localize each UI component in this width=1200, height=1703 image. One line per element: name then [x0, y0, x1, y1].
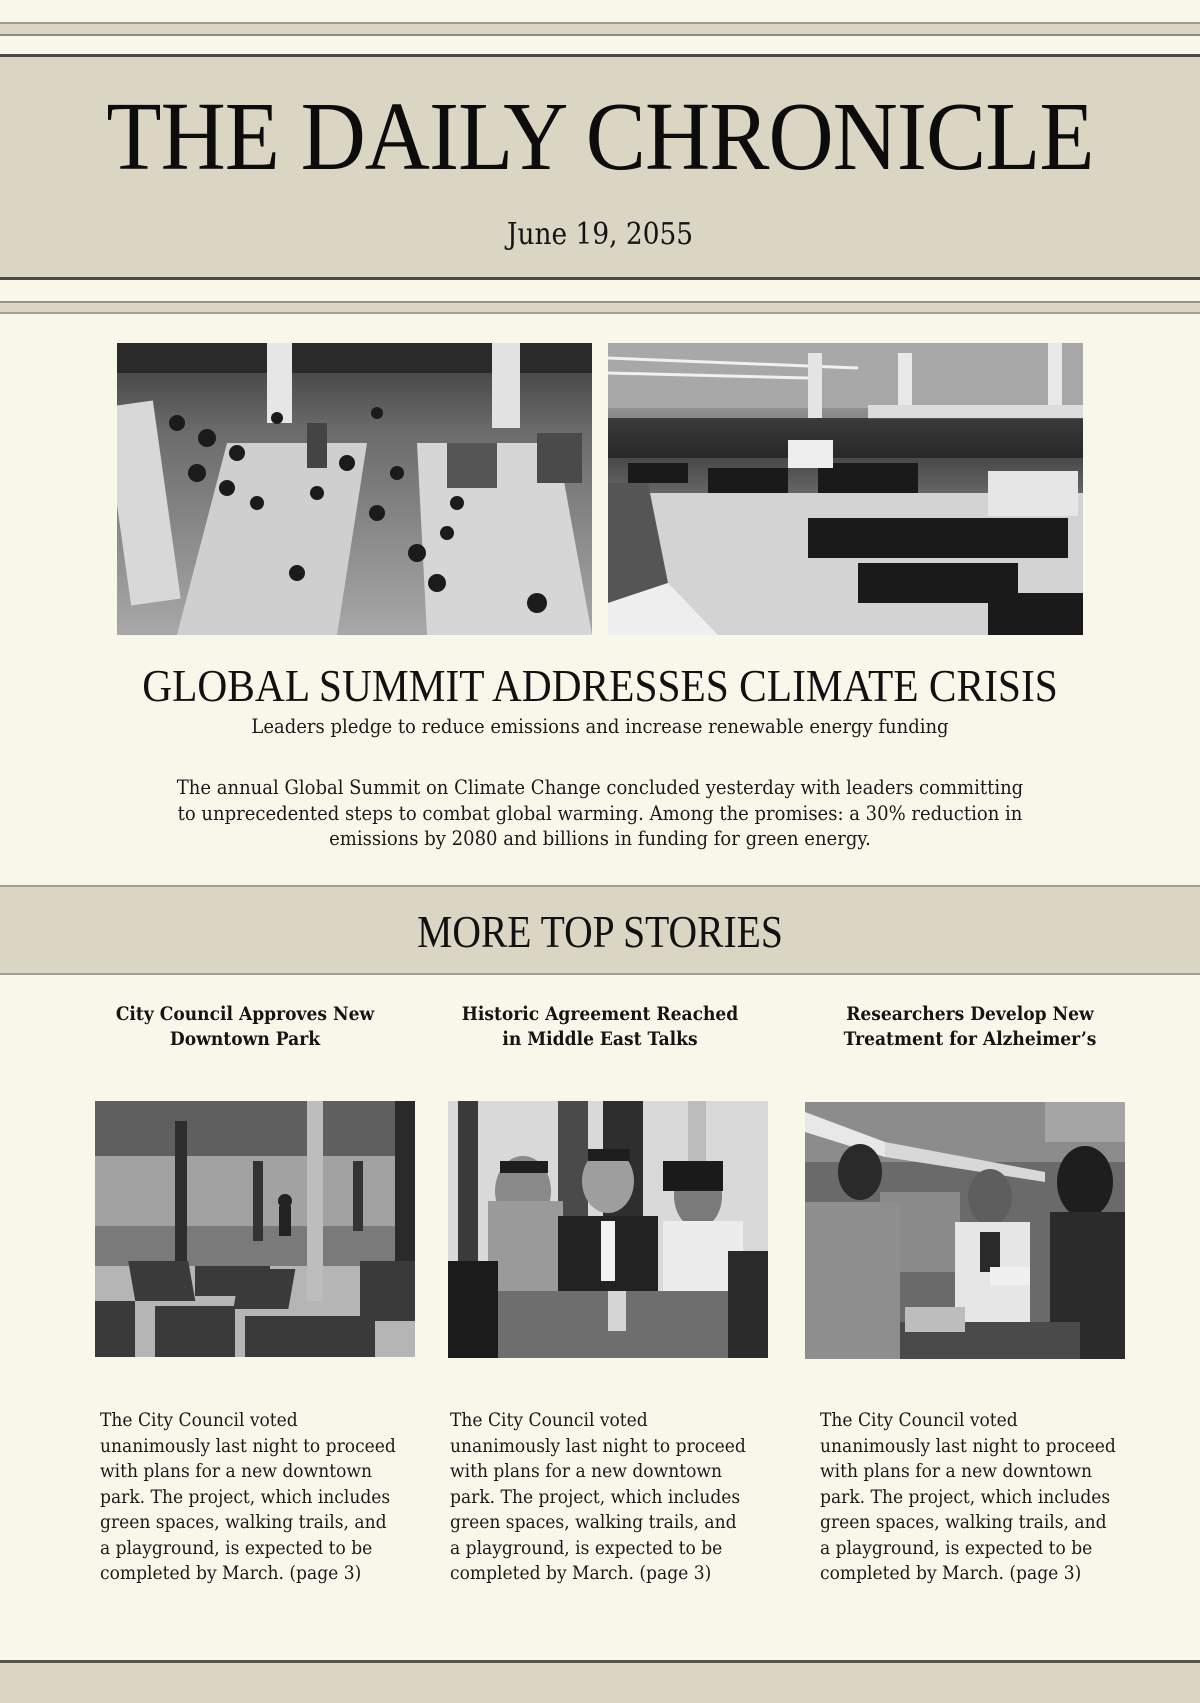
- hero-subheadline: Leaders pledge to reduce emissions and increase renewable energy funding: [251, 714, 949, 738]
- hero-photo-airport: [117, 343, 592, 635]
- story-body-park: The City Council voted unanimously last night to proceed with plans for a new downtown park. The project, which includes green spaces, walking trails, and a playground, is expected to be completed by March. (page 3): [100, 1409, 396, 1584]
- masthead-sub-rule-band: [0, 301, 1200, 314]
- top-rule-band: [0, 22, 1200, 36]
- newspaper-title: THE DAILY CHRONICLE: [106, 83, 1094, 190]
- story-body-alzheimers: The City Council voted unanimously last night to proceed with plans for a new downtown park. The project, which includes green spaces, walking trails, and a playground, is expected to be completed by March. (page 3): [820, 1409, 1116, 1584]
- story-photo-park: [95, 1101, 415, 1357]
- story-headline-middle-east[interactable]: Historic Agreement Reached in Middle East Talks: [461, 1003, 739, 1050]
- hero-photo-station: [608, 343, 1083, 635]
- hero-headline: GLOBAL SUMMIT ADDRESSES CLIMATE CRISIS: [142, 660, 1058, 711]
- story-photo-lab: [805, 1102, 1125, 1359]
- section-title: MORE TOP STORIES: [417, 906, 783, 957]
- story-headline-park[interactable]: City Council Approves New Downtown Park: [115, 1003, 375, 1050]
- story-photo-meeting: [448, 1101, 768, 1358]
- masthead: [0, 54, 1200, 280]
- more-top-stories-band: [0, 885, 1200, 975]
- story-headline-alzheimers[interactable]: Researchers Develop New Treatment for Alzheimer’s: [843, 1003, 1097, 1050]
- issue-date: June 19, 2055: [506, 217, 694, 252]
- hero-body-text: The annual Global Summit on Climate Change concluded yesterday with leaders committing to unprecedented steps to combat global warming. Among the promises: a 30% reduction in emissions by 2080 and billions in funding for green energy.: [176, 775, 1024, 850]
- story-body-middle-east: The City Council voted unanimously last night to proceed with plans for a new downtown park. The project, which includes green spaces, walking trails, and a playground, is expected to be completed by March. (page 3): [450, 1409, 746, 1584]
